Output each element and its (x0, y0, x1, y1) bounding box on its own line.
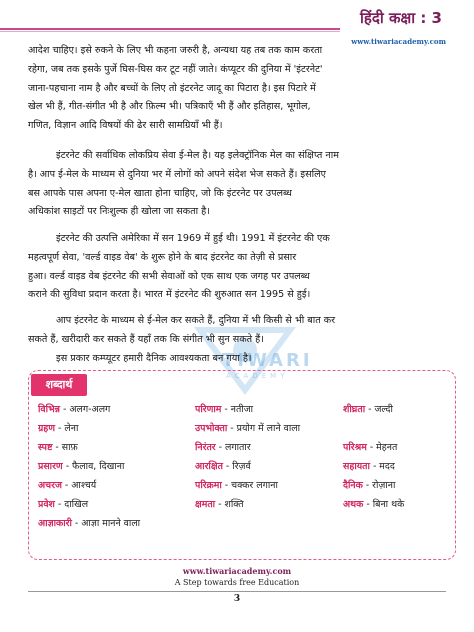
glossary-term: क्षमता (195, 499, 216, 510)
glossary-entry (343, 440, 397, 453)
page-number: 3 (233, 594, 241, 604)
header-rule (0, 28, 340, 30)
glossary-definition: - फैलाव, दिखाना (62, 461, 125, 472)
glossary-term: विभिन्न (38, 404, 61, 415)
watermark-subtext: ACADEMY (226, 372, 289, 380)
glossary-entry (343, 402, 393, 415)
text-line: इस प्रकार कम्प्यूटर हमारी दैनिक आवश्यकता बन गया है। (56, 353, 252, 364)
header-url[interactable]: www.tiwariacademy.com (351, 37, 446, 46)
glossary-term: अचरज (38, 480, 62, 491)
glossary-term: प्रवेश (38, 499, 55, 510)
glossary-entry (38, 497, 88, 510)
paragraph-5 (28, 350, 454, 369)
glossary-row (38, 440, 448, 459)
glossary-definition: - चक्कर लगाना (221, 480, 278, 491)
glossary-entry (343, 497, 404, 510)
glossary-definition: - मदद (369, 461, 395, 472)
text-line: इंटरनेट की सर्वाधिक लोकप्रिय सेवा ई-मेल है। यह इलेक्ट्रॉनिक मेल का संक्षिप्त नाम (56, 150, 339, 161)
paragraph-1 (28, 42, 454, 136)
glossary-term: सहायता (343, 461, 370, 472)
glossary-row (38, 497, 448, 516)
glossary-term: प्रसारण (38, 461, 63, 472)
glossary-term: अथक (343, 499, 364, 510)
text-line: कराने की सुविधा प्रदान करता है। भारत में इंटरनेट की शुरुआत सन 1995 से हुई। (28, 289, 311, 301)
glossary-entry (38, 421, 78, 434)
glossary-entry (195, 459, 251, 472)
text-line: सकते हैं, खरीदारी कर सकते हैं यहाँ तक कि संगीत भी सुन सकते हैं। (28, 333, 264, 345)
glossary-term: आरक्षित (195, 461, 223, 472)
text-line: हुआ। वर्ल्ड वाइड वेब इंटरनेट की सभी सेवाओं को एक साथ एक जगह पर उपलब्ध (28, 270, 310, 282)
glossary-definition: - प्रयोग में लाने वाला (227, 423, 301, 434)
text-line: खेल भी हैं, गीत-संगीत भी है और फ़िल्म भी। पत्रिकाएँ भी हैं और इतिहास, भूगोल, (28, 101, 311, 113)
glossary-term: उपभोक्ता (195, 423, 228, 434)
header-rule-thin (0, 31, 340, 32)
text-line: बस आपके पास अपना ए-मेल खाता होना चाहिए, जो कि इंटरनेट पर उपलब्ध (28, 187, 292, 199)
text-line: रहेगा, जब तक इसके पुर्जे घिस-घिस कर टूट नहीं जाते। कंप्यूटर की दुनिया में 'इंटरनेट' (28, 63, 323, 75)
footer-rule (28, 591, 446, 592)
glossary-entry (38, 478, 96, 491)
glossary-definition: - रिज़र्व (222, 461, 251, 472)
glossary-row (38, 402, 448, 421)
glossary-definition: - आश्चर्य (61, 480, 97, 491)
paragraph-3 (28, 230, 454, 305)
text-line: जाना-पहचाना नाम है और बच्चों के लिए तो इंटरनेट जादू का पिटारा है। इस पिटारे में (28, 82, 316, 94)
glossary-entry (38, 440, 78, 453)
glossary-entry (195, 402, 253, 415)
footer-tagline: A Step towards free Education (174, 578, 300, 587)
glossary-entry (195, 497, 244, 510)
glossary-definition: - शक्ति (215, 499, 244, 510)
glossary-entry (38, 402, 110, 415)
glossary-term: परिश्रम (343, 442, 367, 453)
paragraph-4 (28, 312, 454, 350)
text-line: गणित, विज्ञान आदि विषयों की ढेर सारी सामग्रियाँ भी हैं। (28, 120, 223, 132)
text-line: इंटरनेट की उत्पत्ति अमेरिका में सन 1969 में हुई थी। 1991 में इंटरनेट की एक (56, 233, 330, 244)
glossary-row (38, 421, 448, 440)
glossary-term: ग्रहण (38, 423, 56, 434)
text-line: है। आप ई-मेल के माध्यम से दुनिया भर में लोगों को अपने संदेश भेज सकते हैं। इसलिए (28, 168, 326, 180)
glossary-definition: - दाखिल (54, 499, 89, 510)
glossary-term: निरंतर (195, 442, 216, 453)
glossary-definition: - अलग-अलग (60, 404, 111, 415)
text-line: महत्वपूर्ण सेवा, 'वर्ल्ड वाइड वेब' के शुरू होने के बाद इंटरनेट का तेज़ी से प्रसार (28, 251, 297, 263)
glossary-entry (38, 516, 140, 529)
glossary-term: परिक्रमा (195, 480, 222, 491)
glossary-entry (38, 459, 124, 472)
glossary-definition: - लेना (55, 423, 79, 434)
glossary-definition: - लगातार (215, 442, 251, 453)
footer-url[interactable]: www.tiwariacademy.com (182, 566, 292, 576)
glossary-definition: - नतीजा (221, 404, 254, 415)
glossary-grid (38, 402, 448, 535)
glossary-row (38, 516, 448, 535)
paragraph-2 (28, 147, 454, 222)
glossary-entry (343, 459, 395, 472)
glossary-row (38, 478, 448, 497)
glossary-entry (195, 440, 251, 453)
glossary-term: स्पष्ट (38, 442, 53, 453)
glossary-definition: - रोज़ाना (362, 480, 396, 491)
glossary-heading: शब्दार्थ (31, 374, 87, 396)
glossary-entry (195, 478, 278, 491)
page-title: हिंदी कक्षा : 3 (360, 9, 442, 27)
glossary-term: शीघ्रता (343, 404, 366, 415)
text-line: अधिकांश साइटों पर निःशुल्क ही खोला जा सकता है। (28, 206, 210, 218)
glossary-definition: - बिना थके (363, 499, 405, 510)
glossary-term: दैनिक (343, 480, 363, 491)
glossary-definition: - जल्दी (365, 404, 393, 415)
glossary-definition: - आज्ञा मानने वाला (71, 518, 141, 529)
text-line: आदेश चाहिए। इसे रुकने के लिए भी कहना जरुरी है, अन्यथा यह तब तक काम करता (28, 45, 323, 56)
glossary-term: आज्ञाकारी (38, 518, 72, 529)
glossary-entry (195, 421, 300, 434)
text-line: आप इंटरनेट के माध्यम से ई-मेल कर सकते हैं, दुनिया में भी किसी से भी बात कर (56, 315, 336, 326)
glossary-term: परिणाम (195, 404, 222, 415)
glossary-row (38, 459, 448, 478)
watermark-text: TIWARI (222, 350, 313, 371)
glossary-definition: - साफ़ (52, 442, 78, 453)
glossary-definition: - मेहनत (366, 442, 398, 453)
glossary-entry (343, 478, 395, 491)
